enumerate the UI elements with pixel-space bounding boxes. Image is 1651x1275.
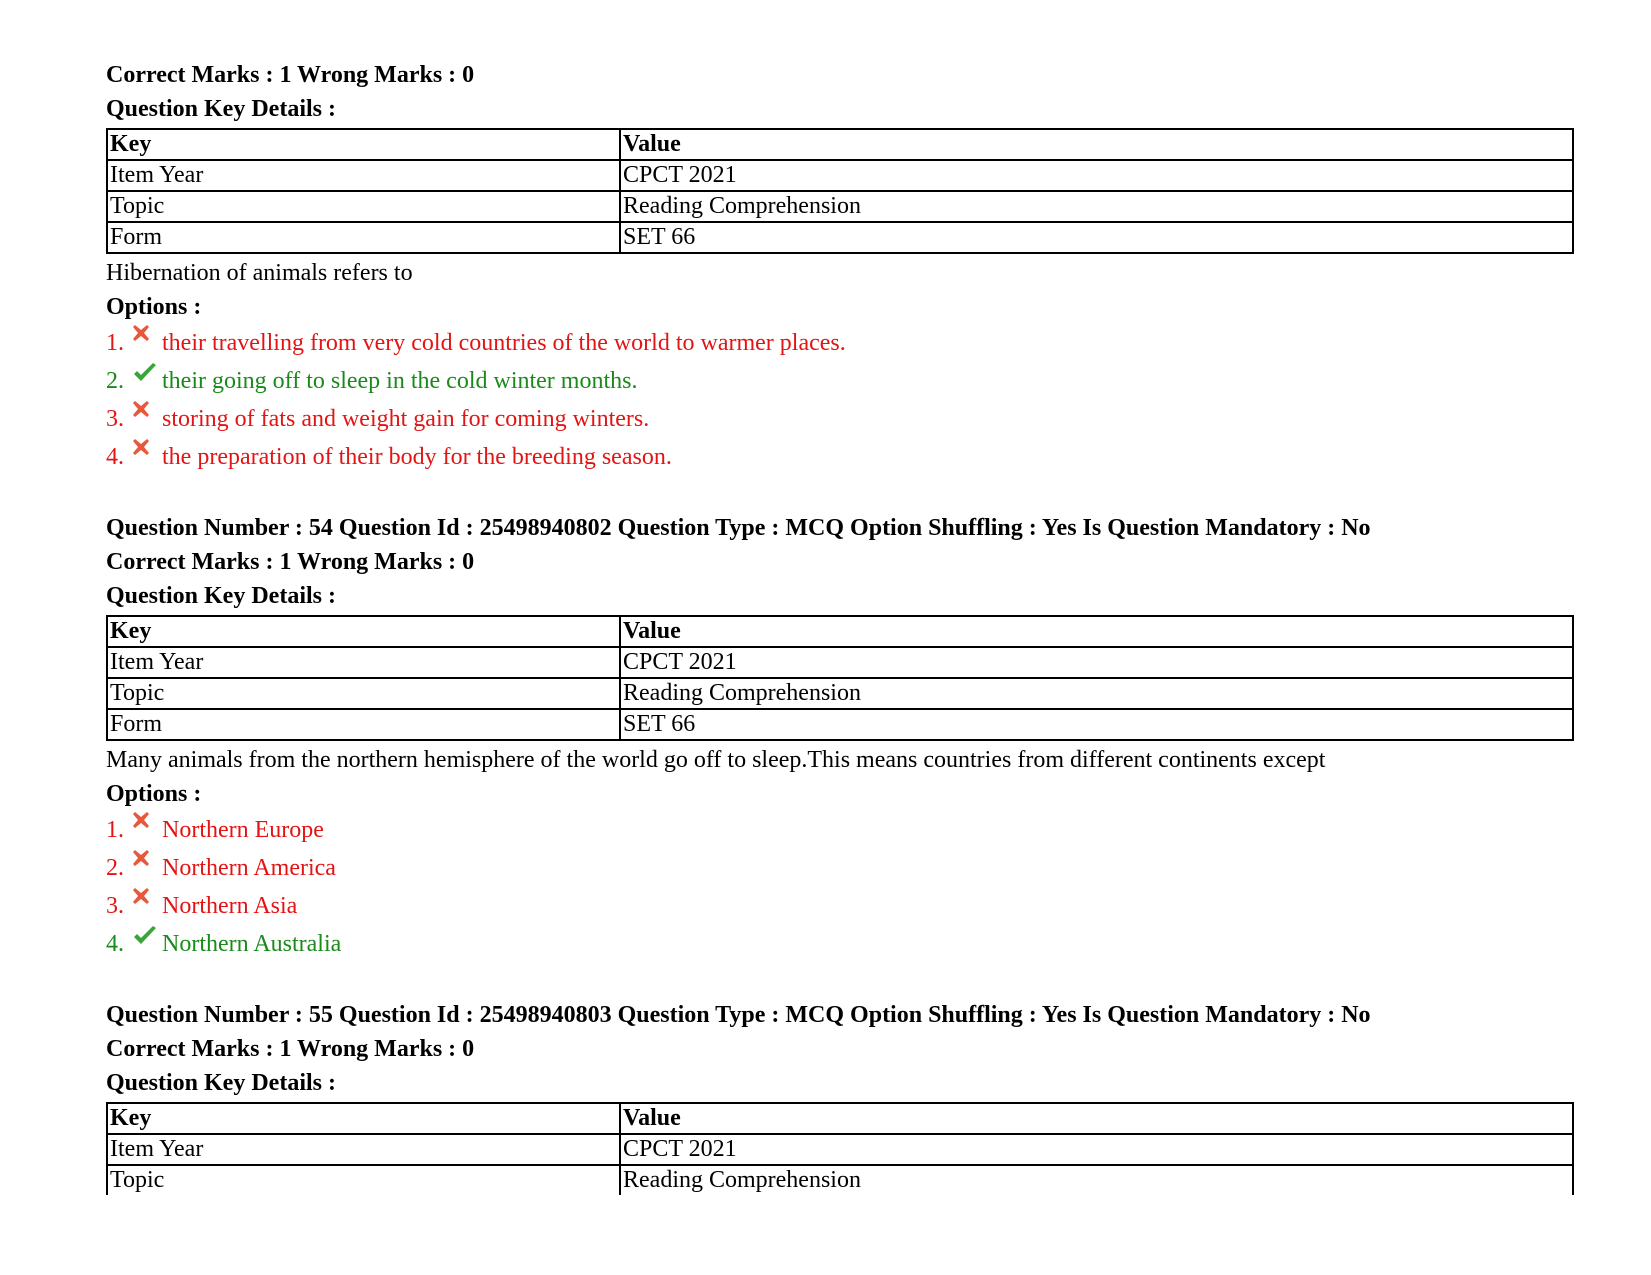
cross-icon [132, 887, 162, 913]
option-number: 2. [106, 855, 124, 881]
table-row [107, 647, 1573, 678]
option-item [106, 362, 1574, 400]
key-details-label: Question Key Details : [106, 1070, 336, 1096]
table-header-key: Key [107, 616, 620, 647]
option-text: Northern Australia [162, 931, 342, 957]
option-text: their going off to sleep in the cold winter months. [162, 368, 638, 394]
table-cell-value: CPCT 2021 [620, 160, 1573, 191]
table-header-row [107, 1103, 1573, 1134]
table-row [107, 678, 1573, 709]
table-cell-key: Form [107, 222, 620, 253]
table-header-row [107, 129, 1573, 160]
marks-line: Correct Marks : 1 Wrong Marks : 0 [106, 1036, 475, 1062]
table-cell-value: Reading Comprehension [620, 191, 1573, 222]
question-header: Question Number : 54 Question Id : 25498940802 Question Type : MCQ Option Shuffling : Yes Is Question Mandatory : No [106, 515, 1371, 541]
table-header-key: Key [107, 1103, 620, 1134]
table-row [107, 709, 1573, 740]
cross-icon [132, 324, 162, 350]
table-row [107, 222, 1573, 253]
option-number: 3. [106, 406, 124, 432]
table-row [107, 1165, 1573, 1195]
table-cell-value: Reading Comprehension [620, 1165, 1573, 1195]
table-cell-value: CPCT 2021 [620, 1134, 1573, 1165]
table-header-row [107, 616, 1573, 647]
option-number: 1. [106, 817, 124, 843]
option-item [106, 438, 1574, 476]
table-header-value: Value [620, 1103, 1573, 1134]
table-cell-key: Topic [107, 1165, 620, 1195]
cross-icon [132, 811, 162, 837]
check-icon [132, 925, 162, 951]
option-item [106, 925, 1574, 963]
option-item [106, 324, 1574, 362]
table-cell-value: Reading Comprehension [620, 678, 1573, 709]
key-details-label: Question Key Details : [106, 583, 336, 609]
table-cell-key: Form [107, 709, 620, 740]
table-cell-value: SET 66 [620, 222, 1573, 253]
option-text: storing of fats and weight gain for coming winters. [162, 406, 650, 432]
table-cell-key: Topic [107, 191, 620, 222]
key-details-table [106, 128, 1574, 254]
table-header-key: Key [107, 129, 620, 160]
option-item [106, 400, 1574, 438]
table-cell-value: SET 66 [620, 709, 1573, 740]
question-55 [106, 998, 1574, 1195]
options-list [106, 324, 1574, 476]
options-label: Options : [106, 294, 202, 320]
option-number: 3. [106, 893, 124, 919]
table-cell-key: Item Year [107, 647, 620, 678]
marks-line: Correct Marks : 1 Wrong Marks : 0 [106, 549, 475, 575]
option-number: 2. [106, 368, 124, 394]
cross-icon [132, 438, 162, 464]
table-cell-key: Item Year [107, 160, 620, 191]
check-icon [132, 362, 162, 388]
table-header-value: Value [620, 616, 1573, 647]
key-details-table [106, 1102, 1574, 1195]
key-details-table [106, 615, 1574, 741]
question-53 [106, 58, 1574, 476]
option-number: 4. [106, 444, 124, 470]
option-item [106, 811, 1574, 849]
question-54 [106, 511, 1574, 963]
options-label: Options : [106, 781, 202, 807]
cross-icon [132, 400, 162, 426]
question-header: Question Number : 55 Question Id : 25498940803 Question Type : MCQ Option Shuffling : Yes Is Question Mandatory : No [106, 1002, 1371, 1028]
option-item [106, 887, 1574, 925]
document-page [106, 58, 1574, 1197]
marks-line: Correct Marks : 1 Wrong Marks : 0 [106, 62, 475, 88]
table-cell-key: Item Year [107, 1134, 620, 1165]
option-text: Northern Europe [162, 817, 324, 843]
table-row [107, 191, 1573, 222]
table-cell-key: Topic [107, 678, 620, 709]
option-text: their travelling from very cold countries of the world to warmer places. [162, 330, 846, 356]
option-number: 4. [106, 931, 124, 957]
key-details-label: Question Key Details : [106, 96, 336, 122]
table-header-value: Value [620, 129, 1573, 160]
option-number: 1. [106, 330, 124, 356]
table-cell-value: CPCT 2021 [620, 647, 1573, 678]
option-item [106, 849, 1574, 887]
question-text: Many animals from the northern hemisphere of the world go off to sleep.This means countries from different continents except [106, 747, 1326, 773]
options-list [106, 811, 1574, 963]
option-text: the preparation of their body for the breeding season. [162, 444, 672, 470]
option-text: Northern Asia [162, 893, 298, 919]
option-text: Northern America [162, 855, 336, 881]
cross-icon [132, 849, 162, 875]
question-text: Hibernation of animals refers to [106, 260, 413, 286]
table-row [107, 160, 1573, 191]
table-row [107, 1134, 1573, 1165]
